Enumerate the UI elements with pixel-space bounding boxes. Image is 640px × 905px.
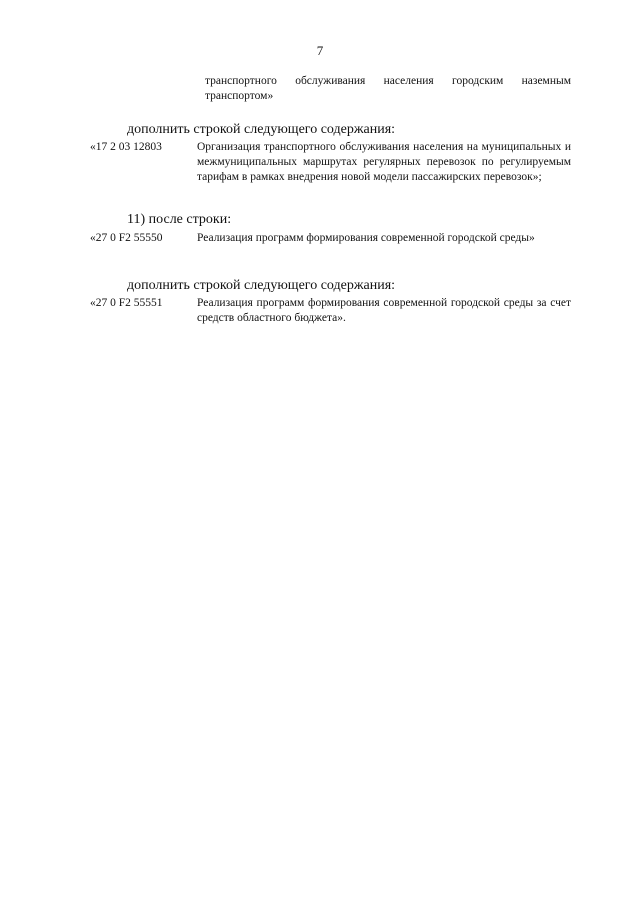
budget-description: Организация транспортного обслуживания населения на муниципальных и межмуниципальных маршрутах регулярных перевозок по регулируемым тарифам в рамках внедрения новой модели пассажирских перевозок»; — [197, 141, 571, 183]
budget-code: «17 2 03 12803 — [90, 141, 162, 153]
section-intro: дополнить строкой следующего содержания: — [127, 122, 396, 137]
section-intro: дополнить строкой следующего содержания: — [127, 278, 396, 293]
section-intro: 11) после строки: — [127, 212, 232, 227]
budget-description: Реализация программ формирования современной городской среды за счет средств областного бюджета». — [197, 297, 571, 324]
budget-code: «27 0 F2 55551 — [90, 297, 163, 309]
page-number: 7 — [316, 43, 324, 58]
budget-description: Реализация программ формирования современной городской среды» — [197, 232, 535, 244]
budget-code: «27 0 F2 55550 — [90, 232, 163, 244]
continuation-text: транспортного обслуживания населения городским наземным транспортом» — [205, 75, 571, 102]
